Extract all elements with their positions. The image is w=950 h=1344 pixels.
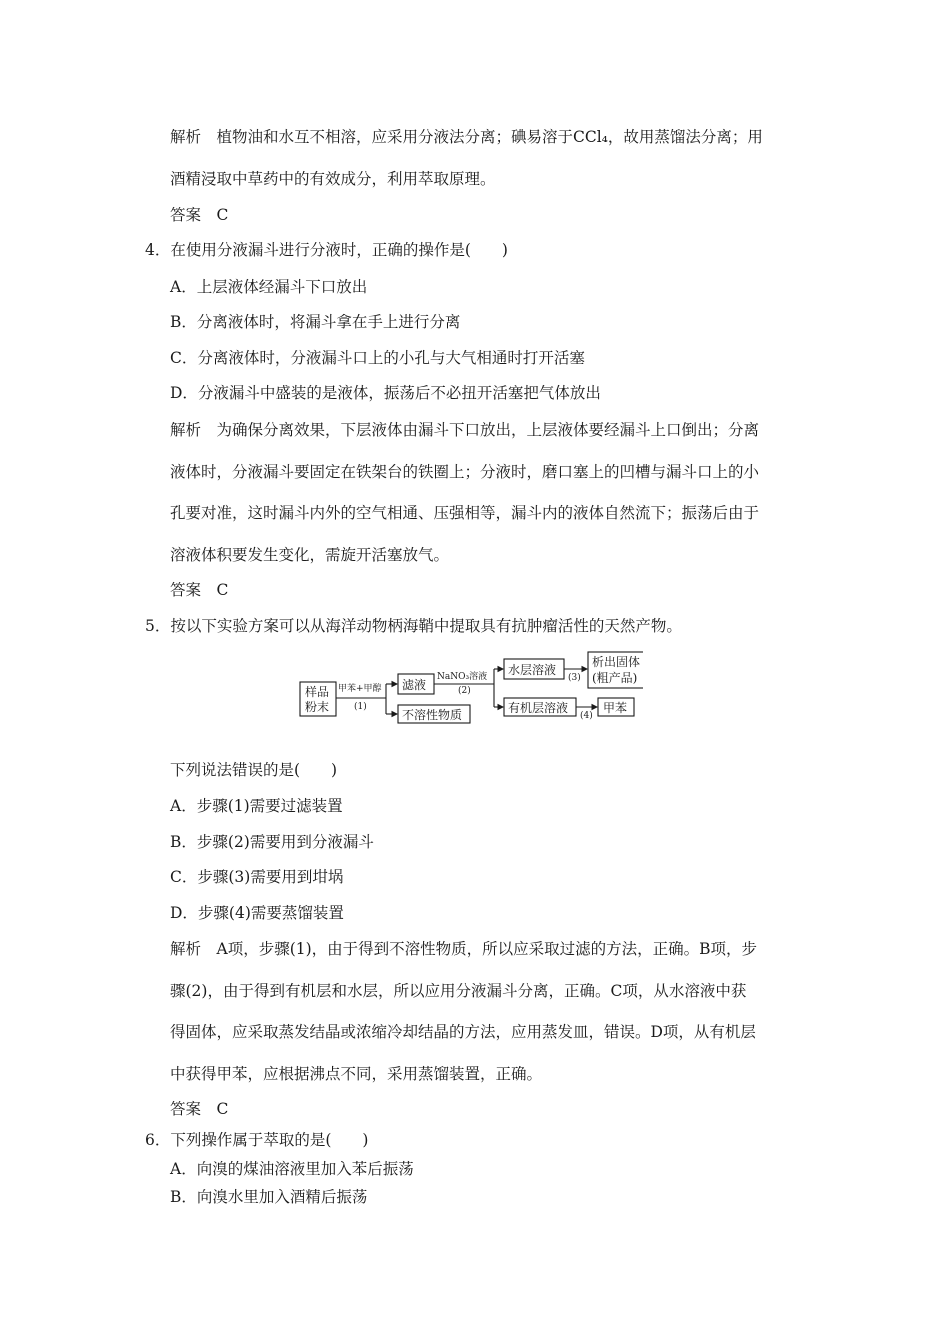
sample-label-1: 样品 [305, 685, 330, 699]
q5-stem: 5．按以下实验方案可以从海洋动物柄海鞘中提取具有抗肿瘤活性的天然产物。 [145, 617, 682, 635]
solid-label-1: 析出固体 [592, 655, 641, 669]
q6-option-b: B．向溴水里加入酒精后振荡 [170, 1188, 368, 1206]
step2-label: (2) [458, 686, 471, 696]
q5-option-a: A．步骤(1)需要过滤装置 [170, 797, 343, 815]
q4-analysis-line-3: 孔要对准，这时漏斗内外的空气相通、压强相等，漏斗内的液体自然流下；振荡后由于 [170, 504, 760, 522]
q5-answer: 答案 C [170, 1100, 229, 1118]
q4-option-d: D．分液漏斗中盛装的是液体，振荡后不必扭开活塞把气体放出 [170, 384, 601, 402]
step3-label: (3) [568, 673, 581, 683]
q4-option-b: B．分离液体时，将漏斗拿在手上进行分离 [170, 313, 461, 331]
extraction-flow-diagram [298, 650, 643, 725]
q3-analysis-line-2: 酒精浸取中草药中的有效成分，利用萃取原理。 [170, 170, 496, 188]
q5-analysis-line-3: 得固体，应采取蒸发结晶或浓缩冷却结晶的方法，应用蒸发皿，错误。D项，从有机层 [170, 1023, 756, 1041]
reagent1-label: 甲苯+甲醇 [338, 684, 382, 694]
q6-stem: 6．下列操作属于萃取的是( ) [145, 1131, 369, 1149]
solid-label-2: (粗产品) [592, 671, 638, 685]
q5-option-c: C．步骤(3)需要用到坩埚 [170, 868, 344, 886]
toluene-label: 甲苯 [603, 701, 628, 715]
q4-option-a: A．上层液体经漏斗下口放出 [170, 278, 368, 296]
filtrate-label: 滤液 [402, 678, 427, 692]
q4-option-c: C．分离液体时，分液漏斗口上的小孔与大气相通时打开活塞 [170, 349, 585, 367]
q5-analysis-line-1: 解析 A项，步骤(1)，由于得到不溶性物质，所以应采取过滤的方法，正确。B项，步 [170, 940, 758, 958]
q4-answer: 答案 C [170, 581, 229, 599]
reagent2-label: NaNO₃溶液 [437, 672, 488, 682]
step4-label: (4) [580, 711, 593, 721]
q5-analysis-line-4: 中获得甲苯，应根据沸点不同，采用蒸馏装置，正确。 [170, 1065, 543, 1083]
q6-option-a: A．向溴的煤油溶液里加入苯后振荡 [170, 1160, 414, 1178]
q5-question: 下列说法错误的是( ) [170, 761, 338, 779]
sample-label-2: 粉末 [305, 700, 330, 714]
q4-analysis-line-4: 溶液体积要发生变化，需旋开活塞放气。 [170, 546, 450, 564]
q3-answer: 答案 C [170, 206, 229, 224]
aqueous-label: 水层溶液 [508, 663, 557, 677]
q5-analysis-line-2: 骤(2)，由于得到有机层和水层，所以应用分液漏斗分离，正确。C项，从水溶液中获 [170, 982, 747, 1000]
q5-option-b: B．步骤(2)需要用到分液漏斗 [170, 833, 374, 851]
q5-option-d: D．步骤(4)需要蒸馏装置 [170, 904, 344, 922]
q3-analysis-line-1: 解析 植物油和水互不相溶，应采用分液法分离；碘易溶于CCl₄，故用蒸馏法分离；用 [170, 128, 763, 146]
q4-analysis-line-1: 解析 为确保分离效果，下层液体由漏斗下口放出，上层液体要经漏斗上口倒出；分离 [170, 421, 760, 439]
q4-stem: 4．在使用分液漏斗进行分液时，正确的操作是( ) [145, 241, 508, 259]
step1-label: (1) [354, 702, 367, 712]
insoluble-label: 不溶性物质 [402, 708, 463, 722]
q4-analysis-line-2: 液体时，分液漏斗要固定在铁架台的铁圈上；分液时，磨口塞上的凹槽与漏斗口上的小 [170, 463, 760, 481]
organic-label: 有机层溶液 [508, 701, 569, 715]
